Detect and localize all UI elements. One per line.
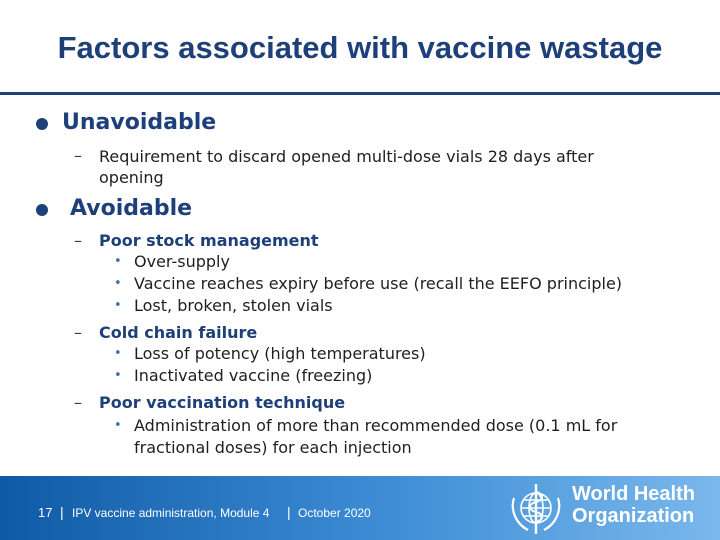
footer-date: October 2020 — [298, 506, 371, 520]
bullet-icon: • — [114, 298, 122, 313]
unavoidable-item: Requirement to discard opened multi-dose vials 28 days after opening — [99, 147, 594, 187]
list-item: Inactivated vaccine (freezing) — [134, 366, 373, 385]
list-item: Over-supply — [134, 252, 230, 271]
dash-icon: – — [74, 323, 82, 342]
bullet-icon: • — [114, 276, 122, 291]
bullet-dot-icon — [36, 204, 48, 216]
list-item: Administration of more than recommended dose (0.1 mL for fractional doses) for each injection — [134, 416, 618, 457]
slide-title: Factors associated with vaccine wastage — [57, 30, 663, 65]
bullet-icon: • — [114, 368, 122, 383]
heading-avoidable — [70, 196, 192, 221]
bullet-icon: • — [114, 418, 122, 433]
title-divider — [0, 92, 720, 95]
group-poor-vaccination-technique: Poor vaccination technique — [99, 393, 346, 412]
footer-separator: | — [60, 504, 64, 520]
bullet-icon: • — [114, 346, 122, 361]
organization-name-line2: Organization — [572, 505, 695, 527]
dash-icon: – — [74, 146, 82, 165]
organization-name — [572, 483, 695, 527]
list-item: Loss of potency (high temperatures) — [134, 344, 426, 363]
who-emblem-icon — [506, 478, 566, 538]
heading-unavoidable — [62, 110, 216, 135]
group-cold-chain-failure: Cold chain failure — [99, 323, 258, 342]
page-number: 17 — [38, 505, 53, 520]
bullet-icon: • — [114, 254, 122, 269]
group-poor-stock-management: Poor stock management — [99, 231, 319, 250]
module-label: IPV vaccine administration, Module 4 — [72, 506, 270, 520]
dash-icon: – — [74, 231, 82, 250]
bullet-dot-icon — [36, 118, 48, 130]
list-item: Lost, broken, stolen vials — [134, 296, 333, 315]
dash-icon: – — [74, 393, 82, 412]
heading-avoidable-label: Avoidable — [70, 196, 193, 221]
heading-unavoidable-label: Unavoidable — [62, 110, 217, 135]
organization-name-line1: World Health — [572, 483, 695, 505]
footer-separator: | — [287, 504, 291, 520]
list-item: Vaccine reaches expiry before use (recall the EEFO principle) — [134, 274, 623, 293]
